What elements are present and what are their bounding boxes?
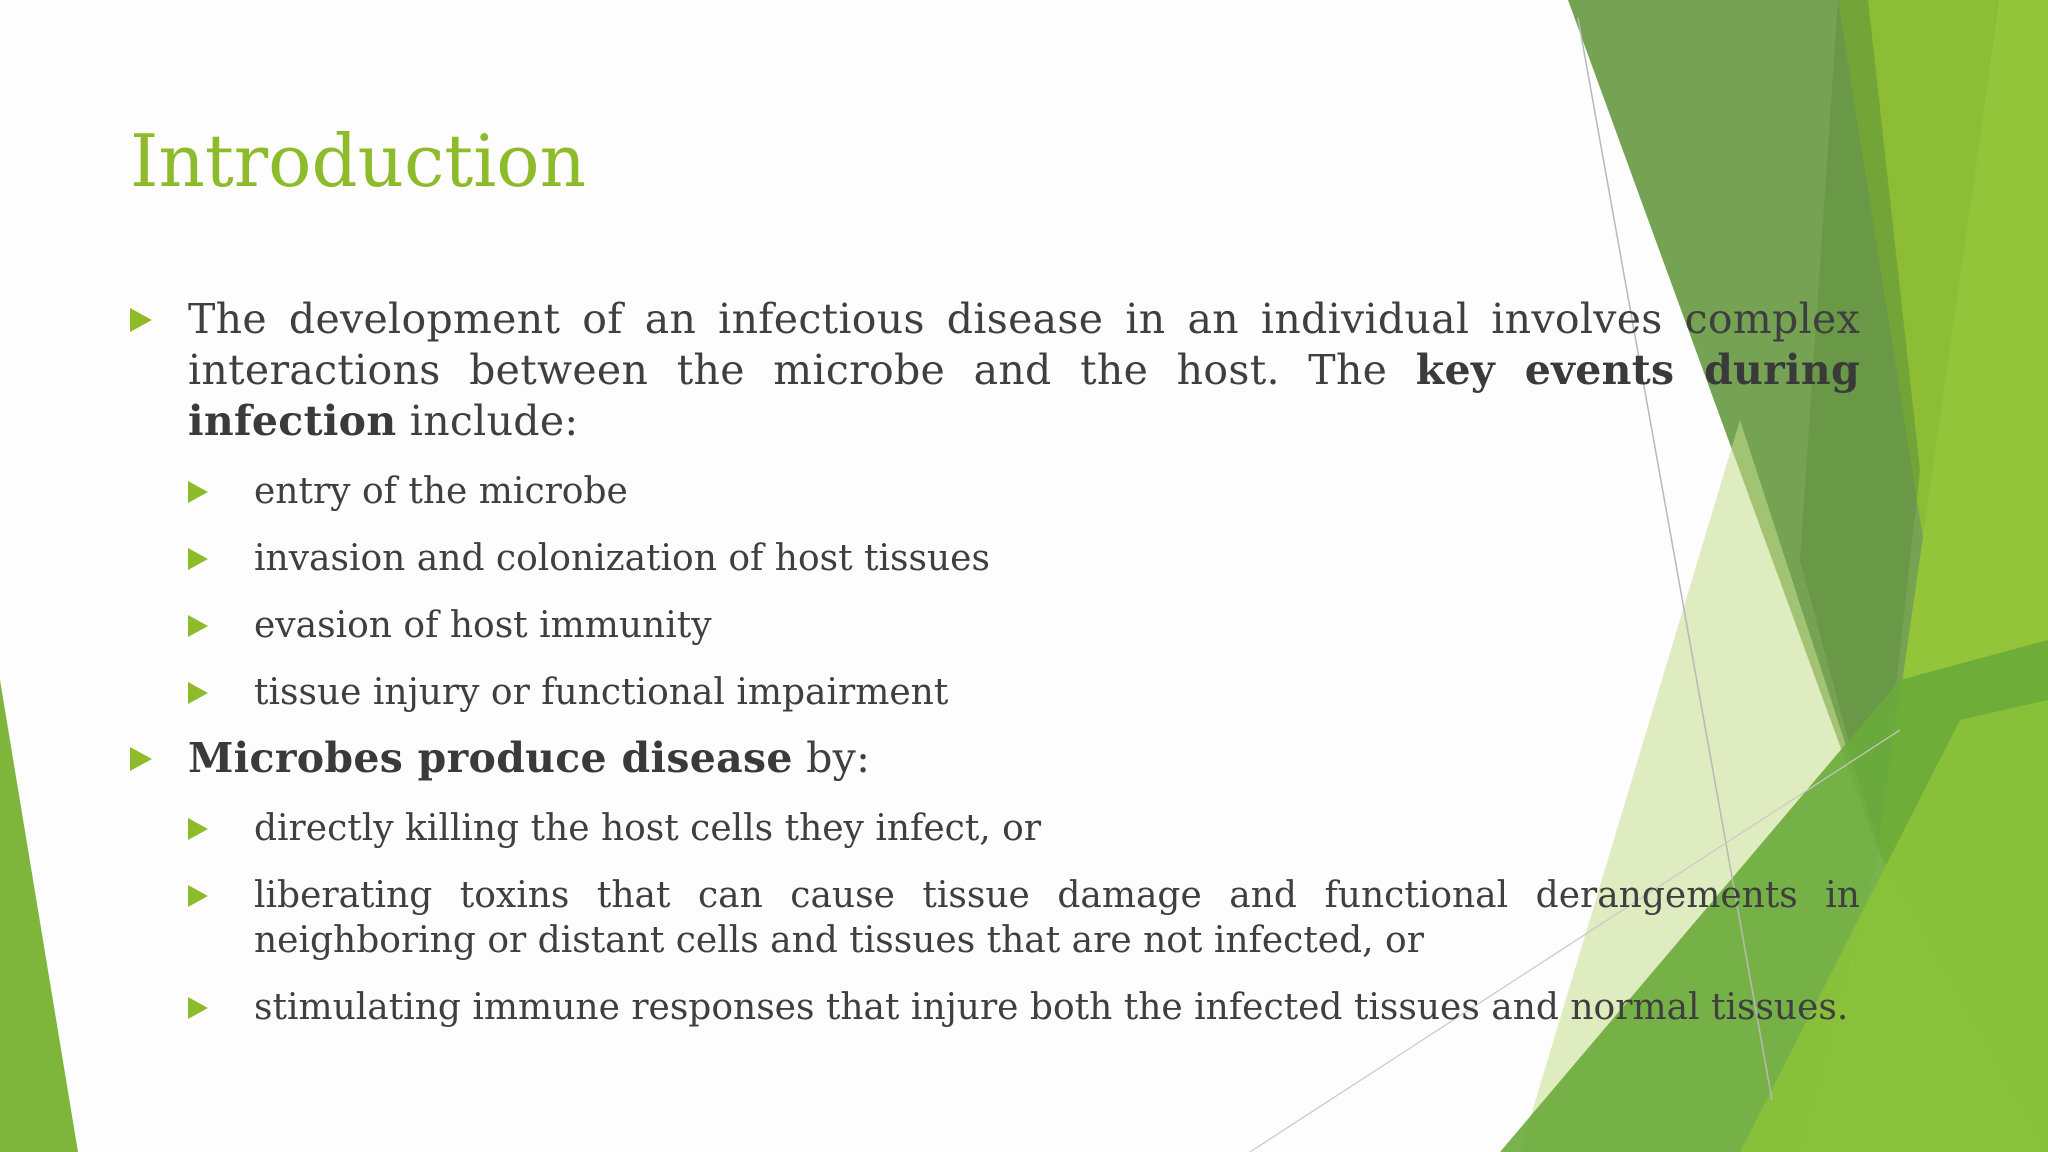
bullet-text: include: [396, 397, 579, 445]
bullet-item [130, 733, 1860, 784]
sub-bullet-text: tissue injury or functional impairment [254, 672, 949, 713]
left-green-sliver [0, 680, 78, 1152]
bullet-text: The development of an infectious disease in an individual involves complex interactions between the microbe and the host. The [188, 295, 1860, 394]
sub-bullet-item [188, 985, 1860, 1030]
sub-bullet-item [188, 873, 1860, 963]
sub-bullet-item [188, 469, 1860, 514]
bullet-triangle-icon [188, 818, 208, 840]
sub-bullet-text: invasion and colonization of host tissues [254, 538, 990, 579]
bullet-item [130, 294, 1860, 447]
sub-bullet-item [188, 806, 1860, 851]
bullet-triangle-icon [188, 615, 208, 637]
slide-title: Introduction [130, 119, 586, 203]
sub-bullet-text: stimulating immune responses that injure both the infected tissues and normal tissues. [254, 987, 1849, 1028]
sub-bullet-text: directly killing the host cells they infect, or [254, 808, 1042, 849]
sub-bullet-item [188, 603, 1860, 648]
bullet-triangle-icon [188, 885, 208, 907]
bullet-list [130, 294, 1860, 1030]
bullet-text: by: [792, 734, 871, 782]
bullet-triangle-icon [188, 481, 208, 503]
bullet-triangle-icon [188, 997, 208, 1019]
bullet-triangle-icon [130, 308, 152, 332]
sub-bullet-item [188, 670, 1860, 715]
bullet-triangle-icon [188, 548, 208, 570]
bullet-bold-text: Microbes produce disease [188, 734, 793, 782]
sub-bullet-text: entry of the microbe [254, 471, 628, 512]
sub-bullet-item [188, 536, 1860, 581]
bullet-bold-text: key events during infection [188, 346, 1860, 445]
sub-bullet-text: liberating toxins that can cause tissue damage and functional derangements in neighboring or distant cells and tissues that are not infected, or [254, 875, 1860, 961]
sub-bullet-text: evasion of host immunity [254, 605, 712, 646]
bullet-triangle-icon [188, 682, 208, 704]
bullet-triangle-icon [130, 747, 152, 771]
